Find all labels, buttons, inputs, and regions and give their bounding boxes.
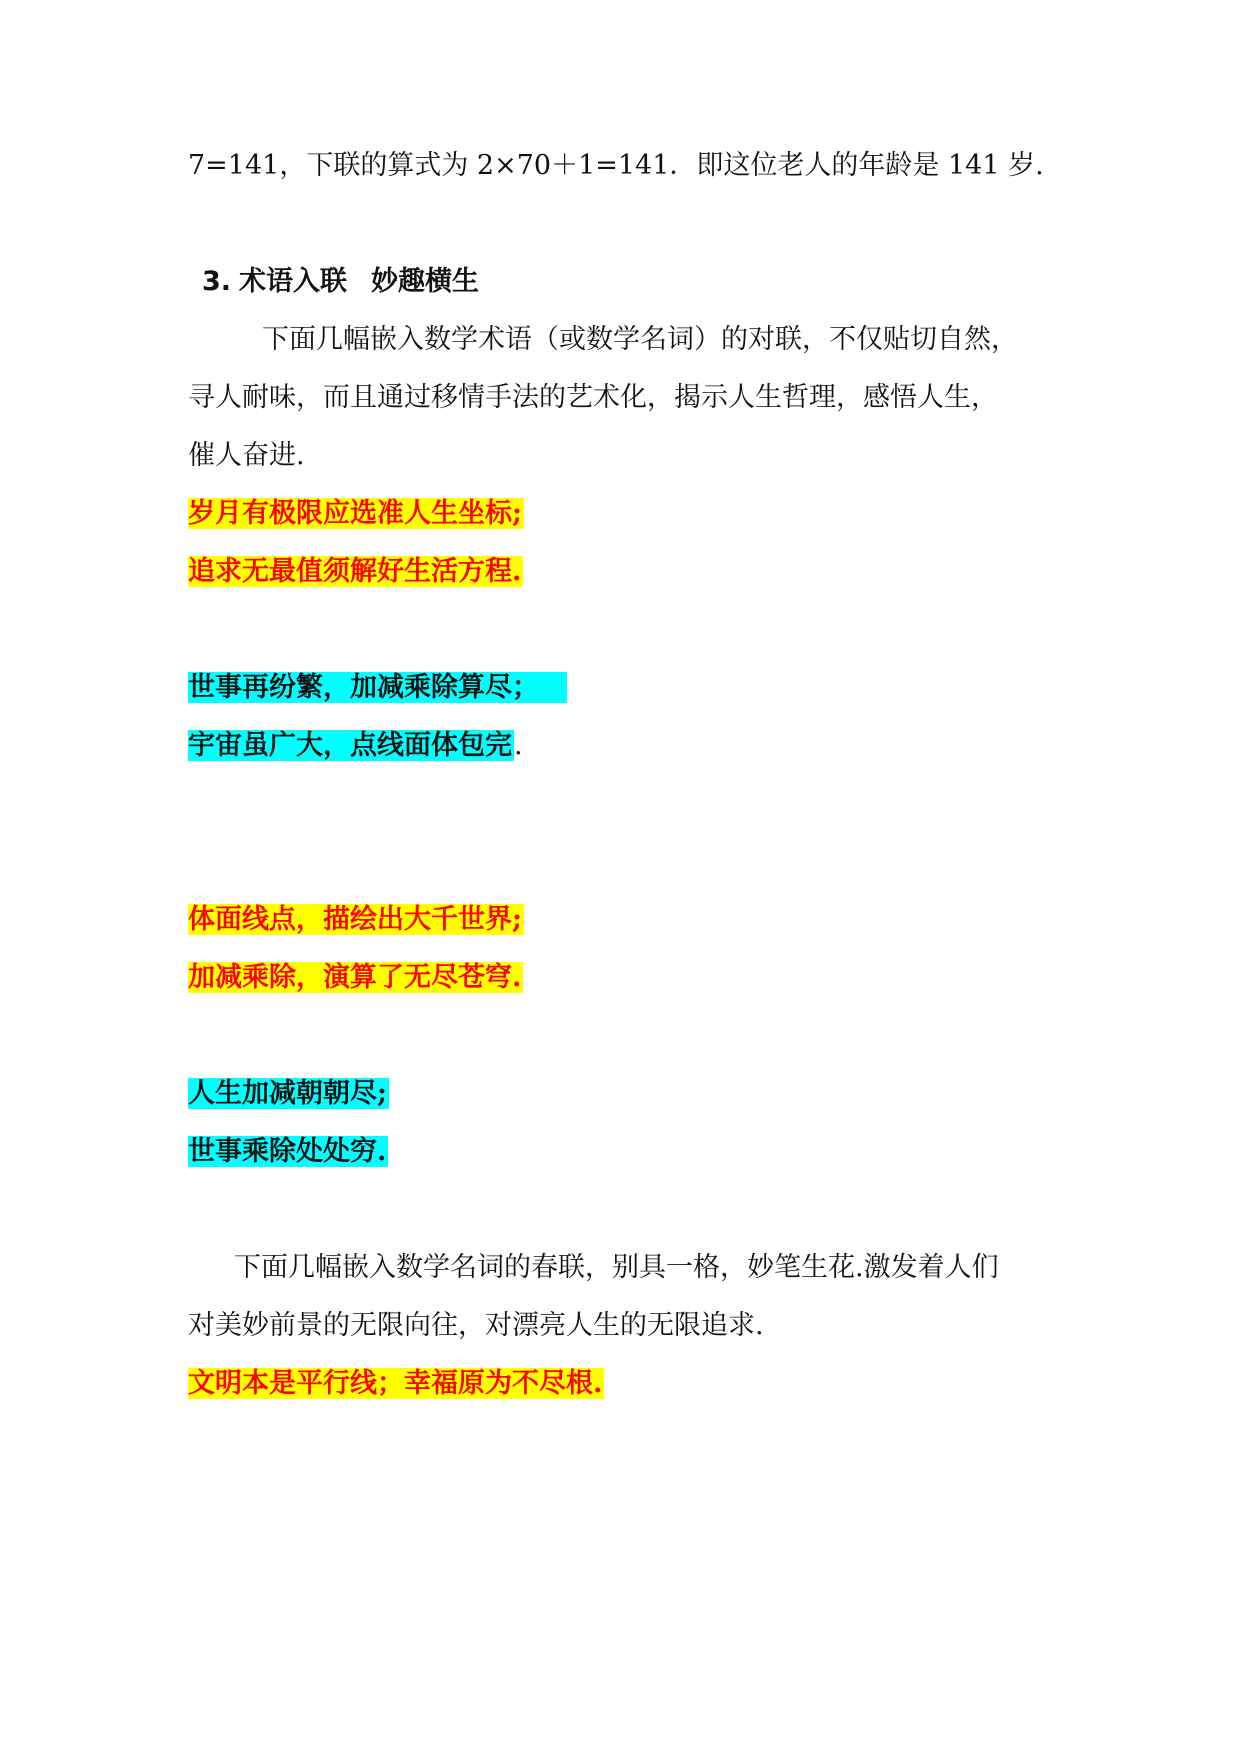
couplet-lower: 加减乘除，演算了无尽苍穹. — [188, 962, 522, 993]
couplet-line — [188, 1364, 604, 1404]
couplet-upper: 岁月有极限应选准人生坐标; — [188, 498, 522, 529]
couplet-single: 文明本是平行线；幸福原为不尽根. — [188, 1368, 603, 1399]
couplet-upper: 人生加减朝朝尽; — [188, 1078, 387, 1109]
paragraph-line: 下面几幅嵌入数学术语（或数学名词）的对联，不仅贴切自然， — [262, 324, 1018, 355]
section-number: 3. — [202, 266, 232, 297]
couplet-lower-period: . — [514, 730, 523, 761]
couplet-line — [188, 552, 523, 592]
section-heading — [188, 262, 479, 302]
couplet-line — [188, 494, 524, 534]
paragraph-line: 对美妙前景的无限向往，对漂亮人生的无限追求. — [188, 1310, 764, 1341]
couplet-lower: 世事乘除处处穷. — [188, 1136, 387, 1167]
intro-line: 7=141，下联的算式为 2×70＋1=141．即这位老人的年龄是 141 岁. — [188, 150, 1044, 181]
section-title-part-a: 术语入联 — [239, 266, 348, 297]
paragraph-line: 寻人耐味，而且通过移情手法的艺术化，揭示人生哲理，感悟人生， — [188, 382, 998, 413]
paragraph-line: 下面几幅嵌入数学名词的春联，别具一格，妙笔生花.激发着人们 — [234, 1252, 999, 1283]
couplet-line — [188, 900, 524, 940]
couplet-upper: 世事再纷繁，加减乘除算尽； — [188, 672, 567, 703]
couplet-line — [188, 1132, 388, 1172]
couplet-lower: 追求无最值须解好生活方程. — [188, 556, 522, 587]
couplet-line — [188, 726, 523, 766]
section-title-part-b: 妙趣横生 — [371, 266, 480, 297]
couplet-line — [188, 668, 567, 708]
couplet-line — [188, 958, 523, 998]
couplet-upper: 体面线点，描绘出大千世界; — [188, 904, 522, 935]
couplet-lower: 宇宙虽广大，点线面体包完 — [188, 730, 512, 761]
couplet-line — [188, 1074, 389, 1114]
paragraph-line: 催人奋进. — [188, 440, 305, 471]
